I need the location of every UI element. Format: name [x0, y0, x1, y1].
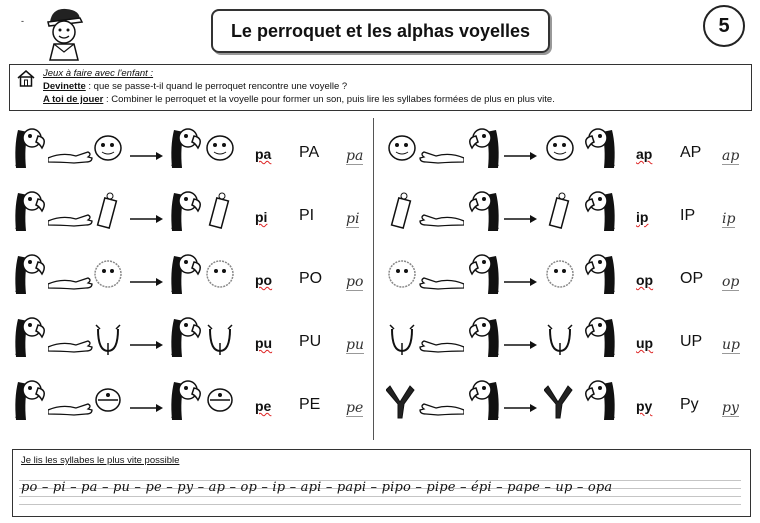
parrot-icon: [578, 189, 618, 233]
parrot-icon: [578, 378, 618, 422]
arrow-right-icon: [504, 277, 538, 287]
reading-box: [12, 449, 751, 517]
syllable-lowercase: op: [636, 272, 654, 288]
syllable-uppercase: PE: [299, 396, 321, 413]
parrot-icon: [168, 252, 208, 296]
vowel-i-icon: [92, 191, 124, 231]
right-row: [386, 250, 746, 305]
syllable-lowercase: ap: [636, 146, 653, 162]
syllable-lowercase: pa: [255, 146, 272, 162]
parrot-icon: [168, 189, 208, 233]
vowel-e-icon: [204, 380, 236, 420]
parrot-icon: [578, 252, 618, 296]
vowel-u-icon: [92, 317, 124, 357]
syllable-cursive: op: [722, 274, 740, 290]
syllable-cursive: pi: [346, 211, 360, 227]
vowel-u-icon: [204, 317, 236, 357]
house-icon: [16, 68, 36, 88]
parrot-icon: [462, 126, 502, 170]
syllable-uppercase: Py: [680, 396, 699, 413]
page-number-badge: 5: [703, 5, 745, 47]
syllable-uppercase: UP: [680, 333, 703, 350]
syllable-cursive: pe: [346, 400, 364, 416]
syllable-uppercase: PU: [299, 333, 322, 350]
vowel-i-icon: [386, 191, 418, 231]
arrow-right-icon: [504, 151, 538, 161]
arrow-right-icon: [130, 214, 164, 224]
right-row: [386, 313, 746, 368]
left-row: [12, 187, 372, 242]
parrot-icon: [462, 378, 502, 422]
syllable-cursive: pu: [346, 337, 364, 353]
syllable-lowercase: ip: [636, 209, 649, 225]
arrow-right-icon: [504, 340, 538, 350]
arrow-right-icon: [504, 403, 538, 413]
right-row: [386, 124, 746, 179]
syllable-uppercase: PI: [299, 207, 315, 224]
vowel-o-icon: [386, 254, 418, 294]
hand-icon: [48, 398, 94, 418]
toi-text: : Combiner le perroquet et la voyelle pour former un son, puis lire les syllabes formées de plus en plus vite.: [103, 94, 555, 105]
syllable-lowercase: pi: [255, 209, 268, 225]
syllable-lowercase: pe: [255, 398, 272, 414]
arrow-right-icon: [130, 277, 164, 287]
syllable-uppercase: PO: [299, 270, 323, 287]
syllable-cursive: up: [722, 337, 740, 353]
vowel-o-icon: [92, 254, 124, 294]
parrot-icon: [168, 378, 208, 422]
syllable-cursive: ip: [722, 211, 736, 227]
parrot-icon: [12, 252, 52, 296]
ruling-line: [19, 504, 741, 505]
syllable-cursive: pa: [346, 148, 364, 164]
syllable-uppercase: AP: [680, 144, 702, 161]
vowel-y-icon: [544, 380, 576, 420]
hand-icon: [48, 335, 94, 355]
vowel-u-icon: [544, 317, 576, 357]
arrow-right-icon: [130, 151, 164, 161]
page-title: Le perroquet et les alphas voyelles: [211, 9, 550, 53]
instructions-heading: Jeux à faire avec l'enfant :: [43, 68, 154, 79]
child-drawing-icon: [40, 4, 88, 62]
hand-icon: [48, 272, 94, 292]
hand-icon: [48, 209, 94, 229]
parrot-icon: [168, 315, 208, 359]
parrot-icon: [12, 378, 52, 422]
toi-label: A toi de jouer: [43, 94, 104, 105]
syllable-uppercase: OP: [680, 270, 704, 287]
parrot-icon: [12, 189, 52, 233]
hand-icon: [418, 146, 464, 166]
left-row: [12, 376, 372, 431]
left-row: [12, 250, 372, 305]
vowel-a-icon: [544, 128, 576, 168]
syllable-uppercase: IP: [680, 207, 696, 224]
syllable-cursive: py: [722, 400, 739, 416]
dot-mark: -: [21, 16, 24, 26]
column-divider: [373, 118, 374, 440]
syllable-cursive: po: [346, 274, 364, 290]
vowel-i-icon: [204, 191, 236, 231]
syllable-cursive: ap: [722, 148, 740, 164]
hand-icon: [418, 335, 464, 355]
ruling-line: [19, 496, 741, 497]
hand-icon: [48, 146, 94, 166]
vowel-o-icon: [544, 254, 576, 294]
syllable-lowercase: py: [636, 398, 653, 414]
parrot-icon: [462, 189, 502, 233]
left-row: [12, 124, 372, 179]
arrow-right-icon: [130, 403, 164, 413]
vowel-e-icon: [92, 380, 124, 420]
devinette-label: Devinette: [43, 81, 86, 92]
arrow-right-icon: [130, 340, 164, 350]
right-row: [386, 187, 746, 242]
vowel-o-icon: [204, 254, 236, 294]
reading-title: Je lis les syllabes le plus vite possible: [21, 455, 180, 466]
hand-icon: [418, 398, 464, 418]
syllable-lowercase: up: [636, 335, 654, 351]
hand-icon: [418, 209, 464, 229]
toi-line: [43, 94, 555, 105]
hand-icon: [418, 272, 464, 292]
vowel-i-icon: [544, 191, 576, 231]
parrot-icon: [12, 315, 52, 359]
devinette-line: [43, 81, 347, 92]
arrow-right-icon: [504, 214, 538, 224]
parrot-icon: [462, 315, 502, 359]
syllable-uppercase: PA: [299, 144, 320, 161]
vowel-a-icon: [386, 128, 418, 168]
instructions-box: [9, 64, 752, 111]
parrot-icon: [578, 315, 618, 359]
reading-syllables: po – pi – pa – pu – pe – py – ap – op – ip – api – papi – pipo – pipe – épi – pape – up – opa: [21, 480, 613, 495]
parrot-icon: [462, 252, 502, 296]
syllable-lowercase: pu: [255, 335, 273, 351]
devinette-text: : que se passe-t-il quand le perroquet rencontre une voyelle ?: [85, 81, 348, 92]
syllable-lowercase: po: [255, 272, 273, 288]
vowel-u-icon: [386, 317, 418, 357]
left-row: [12, 313, 372, 368]
right-row: [386, 376, 746, 431]
vowel-a-icon: [204, 128, 236, 168]
vowel-y-icon: [386, 380, 418, 420]
parrot-icon: [578, 126, 618, 170]
parrot-icon: [12, 126, 52, 170]
vowel-a-icon: [92, 128, 124, 168]
parrot-icon: [168, 126, 208, 170]
